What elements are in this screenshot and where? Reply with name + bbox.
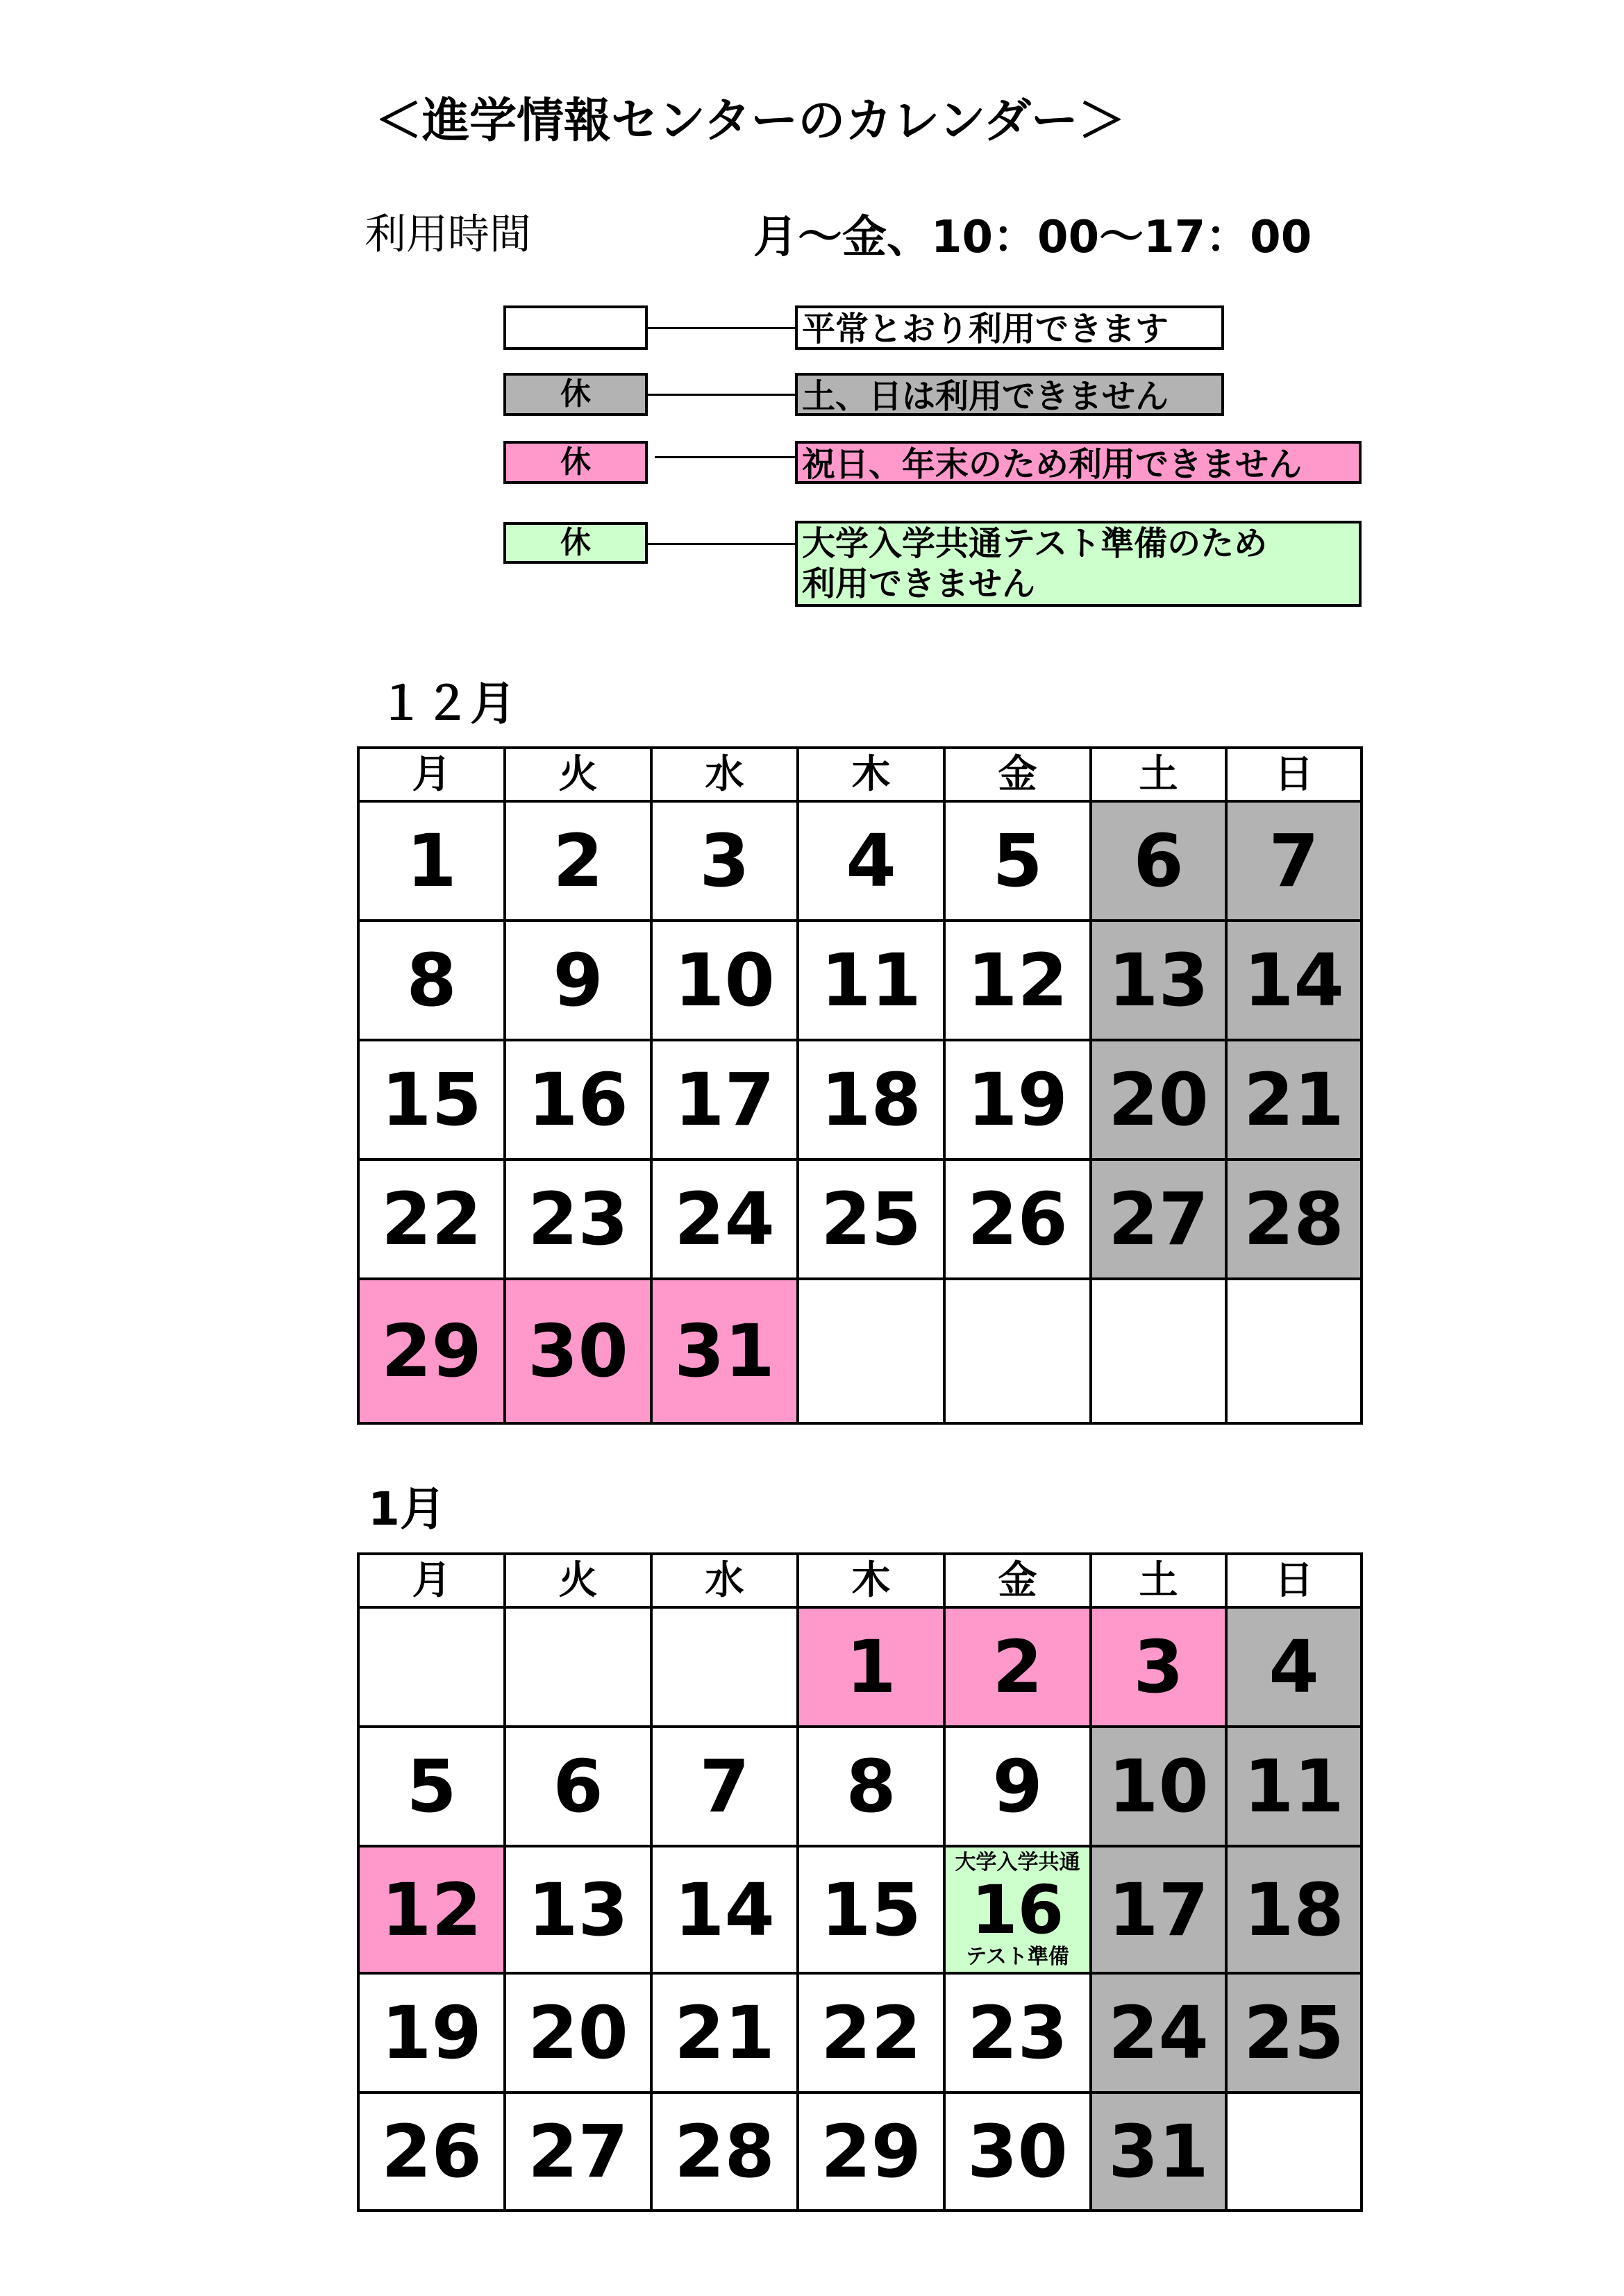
week-row <box>358 1607 1362 1727</box>
day-cell: 25 <box>798 1159 944 1279</box>
day-cell: 22 <box>798 1973 944 2093</box>
week-row <box>358 1279 1362 1423</box>
day-cell: 6 <box>505 1727 651 1846</box>
day-cell-closed: 28 <box>1226 1159 1362 1279</box>
day-cell: 3 <box>651 801 798 921</box>
weekday-sat: 土 <box>1091 1554 1226 1607</box>
legend-text-exam-line2: 利用できません <box>802 564 1036 603</box>
day-cell: 17 <box>651 1040 798 1159</box>
week-row <box>358 801 1362 921</box>
week-row <box>358 1159 1362 1279</box>
day-cell: 20 <box>505 1973 651 2093</box>
exam-day-number: 16 <box>971 1870 1064 1949</box>
day-cell-empty <box>944 1279 1091 1423</box>
day-cell: 1 <box>358 801 505 921</box>
day-cell-empty <box>1226 1279 1362 1423</box>
day-cell: 19 <box>944 1040 1091 1159</box>
day-cell: 23 <box>505 1159 651 1279</box>
day-cell: 18 <box>798 1040 944 1159</box>
day-cell: 15 <box>358 1040 505 1159</box>
legend-connector <box>655 456 795 458</box>
day-cell: 24 <box>651 1159 798 1279</box>
weekday-header <box>358 748 1362 801</box>
month-label-january: 1月 <box>368 1482 446 1536</box>
day-cell: 14 <box>651 1846 798 1973</box>
weekday-wed: 水 <box>651 1554 798 1607</box>
day-cell-closed: 18 <box>1226 1846 1362 1973</box>
month-label-december: １２月 <box>378 677 516 730</box>
day-cell: 5 <box>944 801 1091 921</box>
day-cell-closed: 25 <box>1226 1973 1362 2093</box>
day-cell-closed: 14 <box>1226 921 1362 1040</box>
week-row <box>358 1727 1362 1846</box>
day-cell: 4 <box>798 801 944 921</box>
legend-connector <box>648 394 795 396</box>
day-cell-empty <box>358 1607 505 1727</box>
day-cell: 2 <box>505 801 651 921</box>
day-cell-closed: 6 <box>1091 801 1226 921</box>
day-cell-holiday: 12 <box>358 1846 505 1973</box>
weekday-mon: 月 <box>358 1554 505 1607</box>
day-cell-closed: 27 <box>1091 1159 1226 1279</box>
legend-text-normal: 平常とおり利用できます <box>795 305 1224 350</box>
day-cell-empty <box>798 1279 944 1423</box>
hours-label: 利用時間 <box>365 210 531 259</box>
day-cell: 5 <box>358 1727 505 1846</box>
day-cell: 23 <box>944 1973 1091 2093</box>
day-cell: 11 <box>798 921 944 1040</box>
week-row <box>358 1973 1362 2093</box>
legend-connector <box>648 327 795 329</box>
weekday-sun: 日 <box>1226 748 1362 801</box>
calendar-december <box>357 746 1363 1425</box>
week-row <box>358 1040 1362 1159</box>
day-cell: 19 <box>358 1973 505 2093</box>
day-cell: 27 <box>505 2093 651 2211</box>
day-cell: 12 <box>944 921 1091 1040</box>
day-cell: 7 <box>651 1727 798 1846</box>
day-cell-closed: 20 <box>1091 1040 1226 1159</box>
weekday-tue: 火 <box>505 1554 651 1607</box>
day-cell-closed: 31 <box>1091 2093 1226 2211</box>
legend-text-exam <box>795 521 1362 607</box>
calendar-january <box>357 1552 1363 2212</box>
day-cell: 26 <box>358 2093 505 2211</box>
legend-swatch-weekend: 休 <box>503 373 648 416</box>
exam-note-top: 大学入学共通 <box>955 1850 1080 1875</box>
day-cell: 30 <box>944 2093 1091 2211</box>
day-cell: 22 <box>358 1159 505 1279</box>
day-cell-closed: 17 <box>1091 1846 1226 1973</box>
week-row <box>358 1846 1362 1973</box>
legend-swatch-holiday: 休 <box>503 441 648 484</box>
hours-value: 月〜金、10：00〜17：00 <box>753 212 1312 263</box>
page-title: ＜進学情報センターのカレンダー＞ <box>375 94 1125 149</box>
day-cell-empty <box>1226 2093 1362 2211</box>
day-cell: 13 <box>505 1846 651 1973</box>
day-cell-closed: 21 <box>1226 1040 1362 1159</box>
day-cell: 28 <box>651 2093 798 2211</box>
day-cell: 8 <box>358 921 505 1040</box>
day-cell-holiday: 2 <box>944 1607 1091 1727</box>
day-cell-holiday: 29 <box>358 1279 505 1423</box>
day-cell-closed: 10 <box>1091 1727 1226 1846</box>
day-cell-holiday: 30 <box>505 1279 651 1423</box>
day-cell: 9 <box>944 1727 1091 1846</box>
day-cell: 8 <box>798 1727 944 1846</box>
day-cell: 16 <box>505 1040 651 1159</box>
day-cell: 10 <box>651 921 798 1040</box>
day-cell-empty <box>651 1607 798 1727</box>
weekday-thu: 木 <box>798 1554 944 1607</box>
day-cell-holiday: 1 <box>798 1607 944 1727</box>
weekday-wed: 水 <box>651 748 798 801</box>
day-cell-closed: 13 <box>1091 921 1226 1040</box>
legend-swatch-normal <box>503 305 648 350</box>
weekday-thu: 木 <box>798 748 944 801</box>
day-cell-closed: 11 <box>1226 1727 1362 1846</box>
week-row <box>358 921 1362 1040</box>
day-cell-empty <box>1091 1279 1226 1423</box>
weekday-fri: 金 <box>944 1554 1091 1607</box>
day-cell: 21 <box>651 1973 798 2093</box>
day-cell-closed: 7 <box>1226 801 1362 921</box>
day-cell: 26 <box>944 1159 1091 1279</box>
day-cell: 15 <box>798 1846 944 1973</box>
weekday-tue: 火 <box>505 748 651 801</box>
week-row <box>358 2093 1362 2211</box>
legend-text-holiday: 祝日、年末のため利用できません <box>795 441 1362 484</box>
weekday-sun: 日 <box>1226 1554 1362 1607</box>
day-cell-closed: 4 <box>1226 1607 1362 1727</box>
weekday-fri: 金 <box>944 748 1091 801</box>
day-cell-empty <box>505 1607 651 1727</box>
legend-connector <box>648 543 795 545</box>
day-cell-holiday: 3 <box>1091 1607 1226 1727</box>
legend-swatch-exam: 休 <box>503 522 648 564</box>
weekday-header <box>358 1554 1362 1607</box>
weekday-sat: 土 <box>1091 748 1226 801</box>
day-cell-holiday: 31 <box>651 1279 798 1423</box>
day-cell: 29 <box>798 2093 944 2211</box>
weekday-mon: 月 <box>358 748 505 801</box>
day-cell-exam-prep <box>944 1846 1091 1973</box>
day-cell: 9 <box>505 921 651 1040</box>
exam-note-bottom: テスト準備 <box>966 1944 1069 1969</box>
legend-text-exam-line1: 大学入学共通テスト準備のため <box>802 524 1268 563</box>
legend-text-weekend: 土、日は利用できません <box>795 373 1224 416</box>
day-cell-closed: 24 <box>1091 1973 1226 2093</box>
